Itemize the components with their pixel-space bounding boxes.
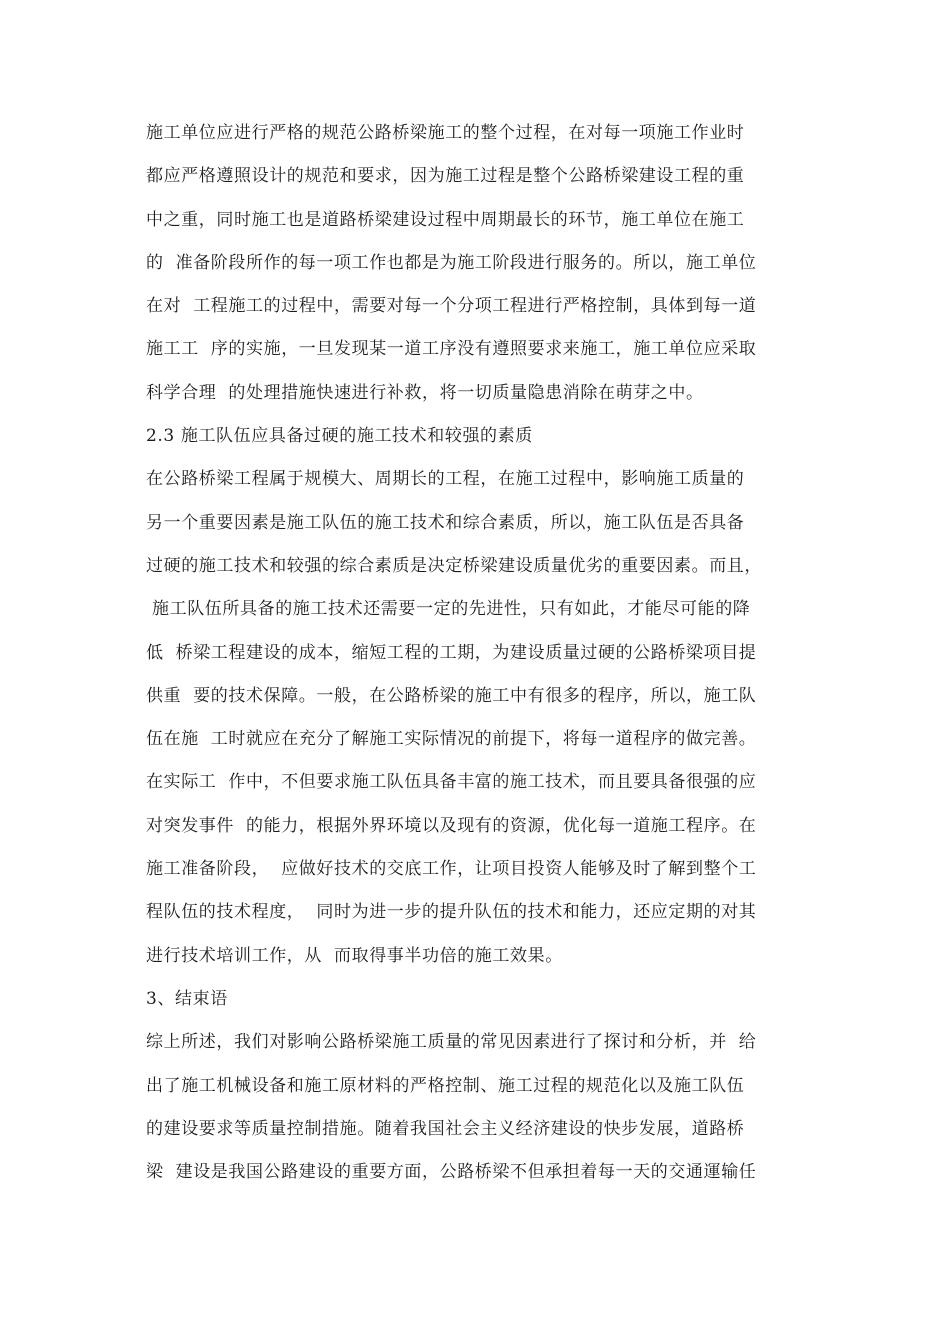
text-line: 都应严格遵照设计的规范和要求，因为施工过程是整个公路桥梁建设工程的重	[146, 166, 745, 187]
text-line: 的 准备阶段所作的每一项工作也都是为施工阶段进行服务的。所以，施工单位	[146, 252, 757, 273]
text-line: 程队伍的技术程度， 同时为进一步的提升队伍的技术和能力，还应定期的对其	[146, 902, 757, 923]
text-line: 施工准备阶段， 应做好技术的交底工作，让项目投资人能够及时了解到整个工	[146, 859, 757, 880]
text-line: 中之重，同时施工也是道路桥梁建设过程中周期最长的环节，施工单位在施工	[146, 209, 745, 230]
text-line: 在实际工 作中，不但要求施工队伍具备丰富的施工技术，而且要具备很强的应	[146, 772, 757, 793]
text-line: 伍在施 工时就应在充分了解施工实际情况的前提下，将每一道程序的做完善。	[146, 729, 757, 750]
text-line: 进行技术培训工作，从 而取得事半功倍的施工效果。	[146, 945, 563, 966]
text-line: 综上所述，我们对影响公路桥梁施工质量的常见因素进行了探讨和分析，并 给	[146, 1032, 757, 1053]
text-line: 施工队伍所具备的施工技术还需要一定的先进性，只有如此，才能尽可能的降	[146, 599, 751, 620]
document-body	[146, 112, 806, 1194]
text-line: 施工工 序的实施，一旦发现某一道工序没有遵照要求来施工，施工单位应采取	[146, 339, 757, 360]
section-heading: 3、结束语	[146, 988, 228, 1009]
text-line: 在对 工程施工的过程中，需要对每一个分项工程进行严格控制，具体到每一道	[146, 296, 757, 317]
text-line: 施工单位应进行严格的规范公路桥梁施工的整个过程，在对每一项施工作业时	[146, 123, 745, 143]
text-line: 出了施工机械设备和施工原材料的严格控制、施工过程的规范化以及施工队伍	[146, 1075, 745, 1096]
text-line: 梁 建设是我国公路建设的重要方面，公路桥梁不但承担着每一天的交通運输任	[146, 1162, 757, 1183]
text-line: 另一个重要因素是施工队伍的施工技术和综合素质，所以，施工队伍是否具备	[146, 512, 745, 533]
text-line: 过硬的施工技术和较强的综合素质是决定桥梁建设质量优劣的重要因素。而且，	[146, 555, 762, 576]
section-heading: 2.3 施工队伍应具备过硬的施工技术和较强的素质	[146, 426, 533, 447]
text-line: 低 桥梁工程建设的成本，缩短工程的工期，为建设质量过硬的公路桥梁项目提	[146, 642, 757, 663]
text-line: 供重 要的技术保障。一般，在公路桥梁的施工中有很多的程序，所以，施工队	[146, 685, 757, 706]
text-line: 的建设要求等质量控制措施。随着我国社会主义经济建设的快步发展，道路桥	[146, 1118, 745, 1139]
text-line: 对突发事件 的能力，根据外界环境以及现有的资源，优化每一道施工程序。在	[146, 815, 757, 836]
text-line: 在公路桥梁工程属于规模大、周期长的工程，在施工过程中，影响施工质量的	[146, 469, 745, 490]
text-line: 科学合理 的处理措施快速进行补救，将一切质量隐患消除在萌芽之中。	[146, 382, 704, 403]
